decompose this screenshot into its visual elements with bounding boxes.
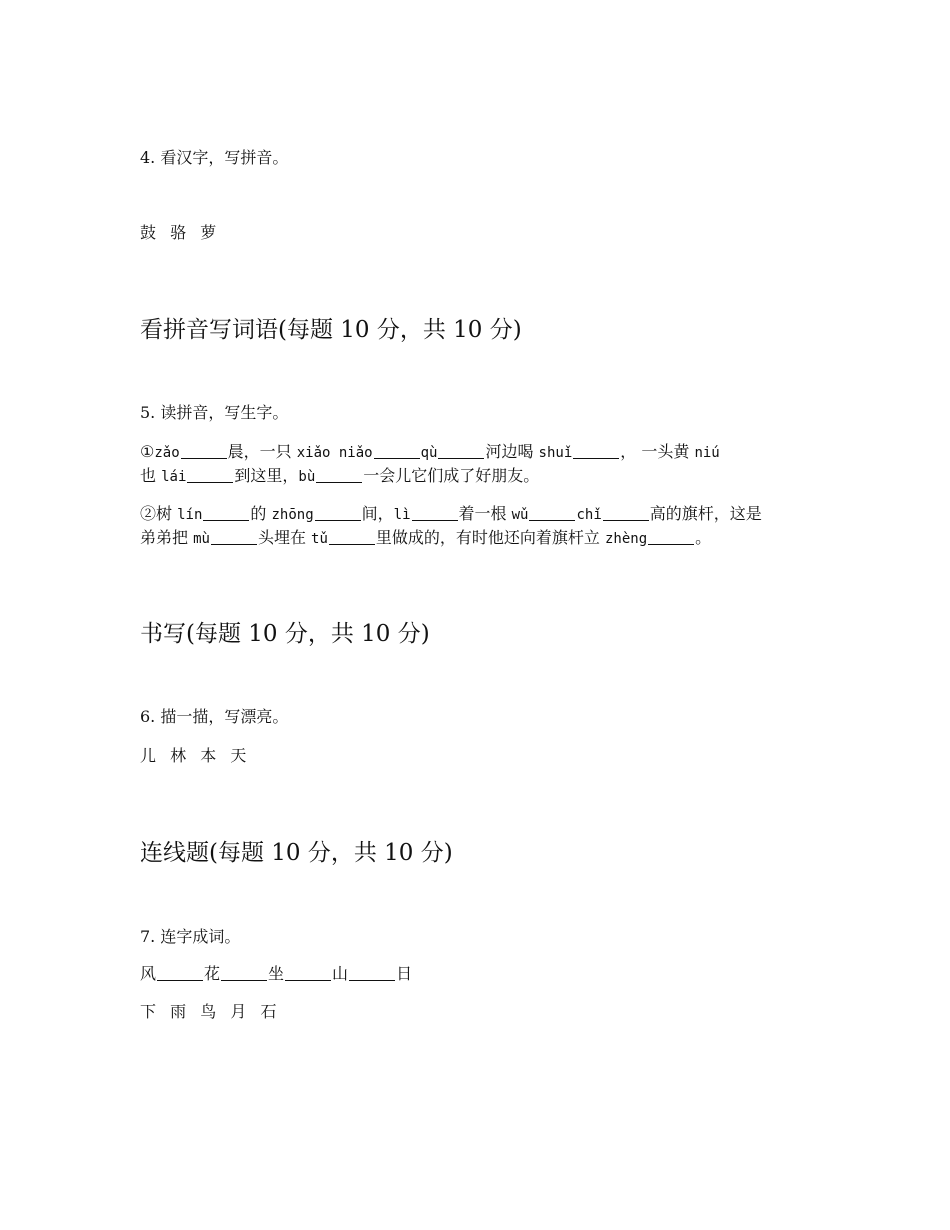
q5-sentence-1-line-2: 也 lái 到这里，bù 一会儿它们成了好朋友。	[140, 466, 540, 485]
section-title-matching: 连线题(每题 10 分，共 10 分)	[140, 840, 453, 866]
q6-char: 林	[170, 746, 187, 765]
answer-blank[interactable]	[529, 504, 575, 521]
answer-blank[interactable]	[285, 964, 331, 981]
answer-blank[interactable]	[603, 504, 649, 521]
pinyin: zǎo	[154, 445, 180, 461]
q4-prompt: 4. 看汉字，写拼音。	[140, 148, 289, 167]
q6-prompt: 6. 描一描，写漂亮。	[140, 707, 289, 726]
answer-blank[interactable]	[221, 964, 267, 981]
match-char[interactable]: 石	[260, 1002, 277, 1021]
match-char: 花	[204, 964, 221, 983]
match-char[interactable]: 雨	[170, 1002, 187, 1021]
section-title-writing: 书写(每题 10 分，共 10 分)	[140, 621, 430, 647]
pinyin: zhèng	[605, 531, 648, 547]
answer-blank[interactable]	[181, 442, 227, 459]
answer-blank[interactable]	[157, 964, 203, 981]
answer-blank[interactable]	[412, 504, 458, 521]
q4-char: 萝	[200, 223, 217, 242]
q6-char: 本	[200, 746, 217, 765]
answer-blank[interactable]	[211, 528, 257, 545]
match-char: 日	[396, 964, 413, 983]
pinyin: wǔ	[511, 507, 529, 523]
match-char[interactable]: 鸟	[200, 1002, 217, 1021]
q5-sentence-1-line-1: ①zǎo 晨，一只 xiǎo niǎo qù 河边喝 shuǐ ， 一头黄 niú	[140, 442, 720, 461]
q7-top-row	[140, 963, 412, 985]
answer-blank[interactable]	[573, 442, 619, 459]
match-char: 山	[332, 964, 349, 983]
answer-blank[interactable]	[203, 504, 249, 521]
pinyin: mù	[193, 531, 210, 547]
q5-sentence-2-line-2: 弟弟把 mù 头埋在 tǔ 里做成的，有时他还向着旗杆立 zhèng 。	[140, 528, 712, 547]
q7-prompt: 7. 连字成词。	[140, 927, 241, 946]
pinyin: shuǐ	[538, 445, 573, 461]
pinyin: lái	[161, 469, 187, 485]
q4-char: 骆	[170, 223, 187, 242]
pinyin: lì	[393, 507, 411, 523]
q5-sentence-2-line-1: ②树 lín 的 zhōng 间，lì 着一根 wǔ chǐ 高的旗杆，这是	[140, 504, 762, 523]
q4-char: 鼓	[140, 223, 157, 242]
pinyin: qù	[420, 445, 438, 461]
answer-blank[interactable]	[329, 528, 375, 545]
match-char[interactable]: 下	[140, 1002, 157, 1021]
pinyin: bù	[298, 469, 316, 485]
pinyin: zhōng	[271, 507, 314, 523]
answer-blank[interactable]	[316, 466, 362, 483]
pinyin: chǐ	[576, 507, 602, 523]
q6-characters	[140, 745, 255, 767]
answer-blank[interactable]	[648, 528, 694, 545]
answer-blank[interactable]	[349, 964, 395, 981]
answer-blank[interactable]	[315, 504, 361, 521]
pinyin: tǔ	[311, 531, 328, 547]
pinyin: niú	[694, 445, 720, 461]
section-title-pinyin: 看拼音写词语(每题 10 分，共 10 分)	[140, 317, 522, 343]
q6-char: 天	[230, 746, 247, 765]
match-char: 坐	[268, 964, 285, 983]
q7-bottom-row	[140, 1001, 285, 1023]
answer-blank[interactable]	[438, 442, 484, 459]
answer-blank[interactable]	[374, 442, 420, 459]
answer-blank[interactable]	[187, 466, 233, 483]
pinyin: lín	[177, 507, 203, 523]
pinyin: xiǎo niǎo	[296, 445, 373, 461]
match-char: 风	[140, 964, 157, 983]
q6-char: 儿	[140, 746, 157, 765]
match-char[interactable]: 月	[230, 1002, 247, 1021]
q4-characters	[140, 222, 225, 244]
q5-prompt: 5. 读拼音，写生字。	[140, 403, 289, 422]
